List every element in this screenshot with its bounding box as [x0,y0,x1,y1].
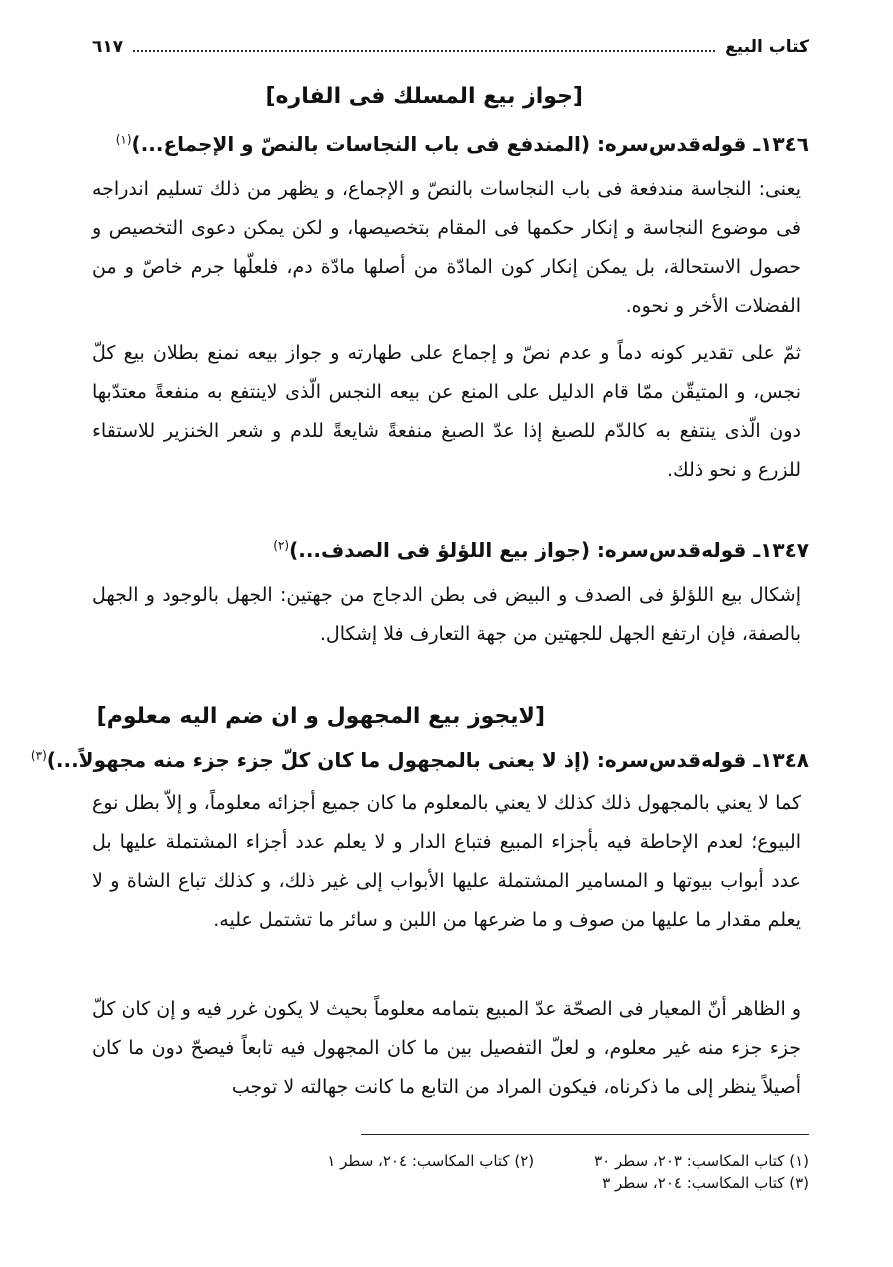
footnote-1: (١) كتاب المكاسب: ٢٠٣، سطر ٣٠ [594,1152,809,1170]
paragraph-1346-b: ثمّ على تقدير كونه دماً و عدم نصّ و إجماع على طهارته و جواز بيعه نمنع بطلان بيع كلّ نجس، و المتيقّن ممّا قام الدليل على المنع عن بيعه النجس الّذى لاينتفع به منفعةً معتدّبها دون الّذى ينتفع به كالدّم للصبغ إذا عدّ الصبغ منفعةً شايعةً للدم و شعر الخنزير للاستقاء للزرع و نحو ذلك. [92,342,801,481]
running-header [92,34,809,60]
paragraph-1347: إشكال بيع اللؤلؤ فى الصدف و البيض فى بطن الدجاج من جهتين: الجهل بالوجود و الجهل بالصفة، فإن ارتفع الجهل للجهتين من جهة التعارف فلا إشكال. [92,584,801,645]
paragraph-1348-a: كما لا يعني بالمجهول ذلك كذلك لا يعني بالمعلوم ما كان جميع أجزائه معلوماً، و إلاّ بطل نوع البيوع؛ لعدم الإحاطة فيه بأجزاء المبيع فتباع الدار و لا يعلم عدد أجزاء المشتملة عليها بل عدد أبواب بيوتها و المسامير المشتملة عليها الأبواب إلى غير ذلك، و كذلك تباع الشاة و لا يعلم مقدار ما عليها من صوف و ما ضرعها من اللبن و سائر ما تشتمل عليه. [92,792,801,931]
footnotes [109,1150,809,1194]
header-dot-leader [133,50,715,52]
footnote-row-1 [109,1150,809,1172]
quote-line-1347 [273,538,809,562]
footnote-2: (٢) كتاب المكاسب: ٢٠٤، سطر ١ [327,1152,535,1170]
footnote-3: (٣) كتاب المكاسب: ٢٠٤، سطر ٣ [602,1174,809,1192]
footnote-ref-2: (٢) [273,538,290,553]
page-number: ٦١٧ [92,37,124,57]
quote-text: ١٣٤٨ـ قوله‌قدس‌سره: (إذ لا يعنى بالمجهول ما كان كلّ جزء جزء منه مجهولاً...) [46,748,809,772]
footnote-ref-3: (٣) [30,748,47,763]
section-heading-majhul: [لايجوز بيع المجهول و ان ضم اليه معلوم] [96,704,545,729]
paragraph-1348-b: و الظاهر أنّ المعيار فى الصحّة عدّ المبيع بتمامه معلوماً بحيث لا يكون غرر فيه و إن كان كلّ جزء جزء منه غير معلوم، و لعلّ التفصيل بين ما كان المجهول فيه تابعاً فيصحّ دون ما كان أصيلاً ينظر إلى ما ذكرناه، فيكون المراد من التابع ما كانت جهالته لا توجب [92,998,801,1098]
footnote-divider [361,1134,809,1135]
quote-line-1348 [31,748,809,772]
footnote-ref-1: (١) [115,132,132,147]
section-heading-musk: [جواز بيع المسلك فى الفاره] [265,84,583,109]
quote-line-1346 [116,132,809,156]
book-title: كتاب البيع [725,37,809,57]
quote-text: ١٣٤٦ـ قوله‌قدس‌سره: (المندفع فى باب النجاسات بالنصّ و الإجماع...) [131,132,809,156]
paragraph-1346-a: يعنى: النجاسة مندفعة فى باب النجاسات بالنصّ و الإجماع، و يظهر من ذلك تسليم اندراجه فى موضوع النجاسة و إنكار حكمها فى المقام بتخصيصها، و لكن يمكن دعوى التخصيص و حصول الاستحالة، بل يمكن إنكار كون المادّة من أصلها مادّة دم، فلعلّها جرم خاصّ و من الفضلات الأخر و نحوه. [92,178,801,317]
footnote-row-2 [109,1172,809,1194]
quote-text: ١٣٤٧ـ قوله‌قدس‌سره: (جواز بيع اللؤلؤ فى الصدف...) [289,538,809,562]
